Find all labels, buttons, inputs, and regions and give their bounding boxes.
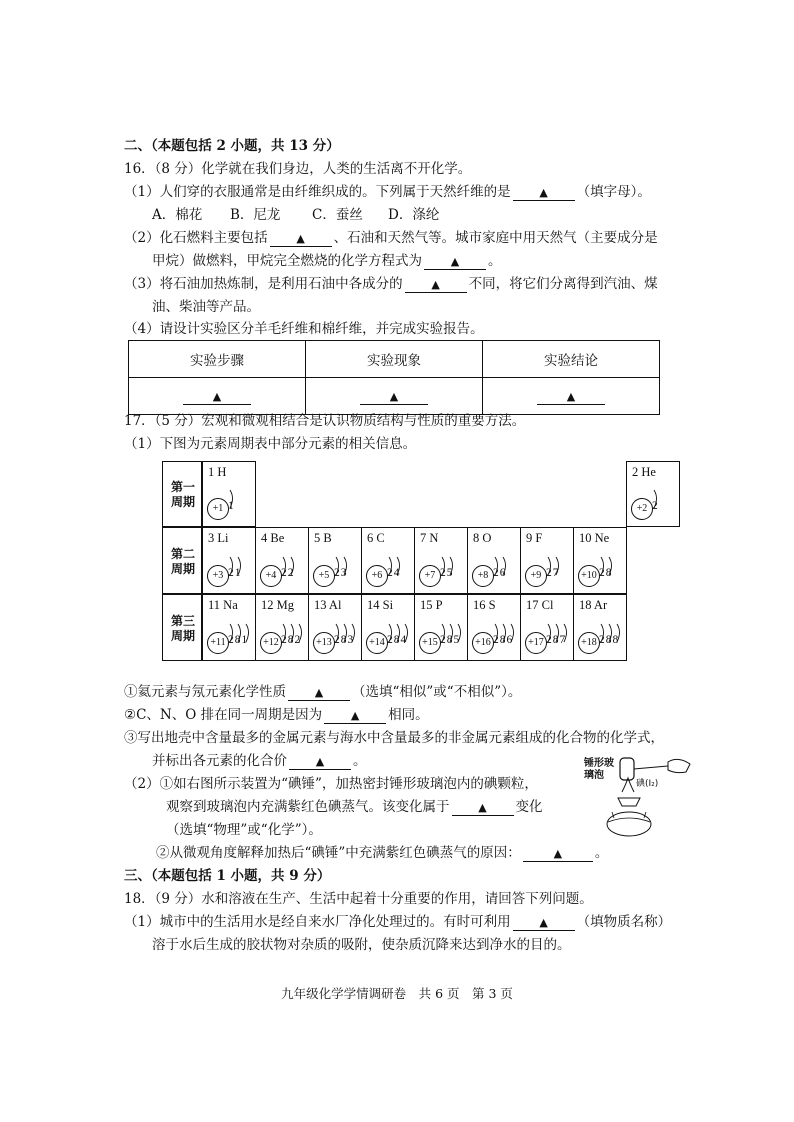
electron-shells: 23 — [334, 567, 348, 579]
element-cell — [361, 594, 415, 661]
electron-shells: 281 — [228, 634, 249, 646]
answer-blank[interactable]: ▲ — [289, 753, 351, 770]
table-header: 实验步骤 — [129, 341, 306, 378]
element-cell — [255, 594, 309, 661]
shell-arc — [609, 557, 612, 575]
shell-arcs — [227, 484, 257, 518]
shell-arc — [654, 490, 657, 508]
answer-blank[interactable]: ▲ — [288, 684, 350, 701]
table-header: 实验现象 — [306, 341, 483, 378]
electron-shells: 1 — [228, 500, 235, 512]
electron-shells: 286 — [493, 634, 514, 646]
shell-arc — [238, 624, 241, 642]
element-cell — [626, 461, 680, 527]
shell-arcs — [598, 618, 628, 652]
q18-part1-line2: 溶于水后生成的胶状物对杂质的吸附，使杂质沉降来达到净水的目的。 — [152, 937, 571, 953]
q16-part1: （1）人们穿的衣服通常是由纤维织成的。下列属于天然纤维的是 ▲ （填字母）。 — [124, 184, 651, 200]
shell-arcs — [545, 551, 575, 585]
shell-arcs — [439, 618, 469, 652]
electron-shells: 25 — [440, 567, 454, 579]
q18-stem: 18．（9 分）水和溶液在生产、生活中起着十分重要的作用，请回答下列问题。 — [124, 891, 593, 907]
element-cell — [202, 594, 256, 661]
shell-arc — [352, 624, 355, 642]
q17-sub3-line2: 并标出各元素的化合价 ▲ 。 — [152, 753, 367, 769]
answer-blank[interactable]: ▲ — [424, 253, 486, 270]
element-cell — [520, 594, 574, 661]
element-symbol: 11 Na — [208, 598, 238, 612]
electron-shells: 283 — [334, 634, 355, 646]
shell-arcs — [227, 618, 257, 652]
element-symbol: 10 Ne — [579, 531, 610, 545]
element-symbol: 13 Al — [314, 598, 342, 612]
answer-blank[interactable]: ▲ — [324, 707, 386, 724]
q17-part2-line4: ②从微观角度解释加热后“碘锤”中充满紫红色碘蒸气的原因： ▲ 。 — [156, 845, 609, 861]
shell-arc — [246, 624, 249, 642]
q17-part1: （1）下图为元素周期表中部分元素的相关信息。 — [124, 436, 417, 452]
q18-part1-line1: （1）城市中的生活用水是经自来水厂净化处理过的。有时可利用 ▲ （填物质名称） — [124, 914, 672, 930]
shell-arc — [291, 557, 294, 575]
q16-part2-line1: （2）化石燃料主要包括 ▲ 、石油和天然气等。城市家庭中用天然气（主要成分是 — [124, 230, 658, 246]
nucleus-circle: +18 — [578, 632, 600, 654]
answer-blank[interactable]: ▲ — [405, 276, 467, 293]
table-header: 实验结论 — [483, 341, 660, 378]
element-symbol: 16 S — [473, 598, 496, 612]
shell-arc — [230, 557, 233, 575]
period-label-cell — [162, 594, 202, 661]
element-cell — [467, 594, 521, 661]
element-symbol: 12 Mg — [261, 598, 294, 612]
table-cell — [483, 378, 660, 415]
shell-arc — [609, 624, 612, 642]
period-label-cell — [162, 527, 202, 594]
element-cell — [573, 594, 627, 661]
electron-shells: 284 — [387, 634, 408, 646]
shell-arc — [564, 624, 567, 642]
electron-shells: 282 — [281, 634, 302, 646]
q17-part2-line2: 观察到玻璃泡内充满紫红色碘蒸气。该变化属于 ▲ 变化 — [166, 799, 543, 815]
element-symbol: 17 Cl — [526, 598, 554, 612]
shell-arc — [230, 490, 233, 508]
periodic-table-figure — [162, 461, 659, 661]
q16-part3-line1: （3）将石油加热炼制，是利用石油中各成分的 ▲ 不同，将它们分离得到汽油、煤 — [124, 276, 658, 292]
element-symbol: 8 O — [473, 531, 492, 545]
element-symbol: 9 F — [526, 531, 543, 545]
shell-arc — [442, 624, 445, 642]
nucleus-circle: +15 — [419, 632, 441, 654]
iodine-hammer-figure — [584, 752, 694, 842]
period-label: 第三 周期 — [170, 613, 195, 643]
element-cell — [361, 527, 415, 594]
q17-sub2: ②C、N、O 排在同一周期是因为 ▲ 相同。 — [124, 707, 429, 723]
period-label-cell — [162, 461, 202, 527]
shell-arc — [299, 624, 302, 642]
shell-arc — [503, 624, 506, 642]
electron-shells: 285 — [440, 634, 461, 646]
answer-blank[interactable]: ▲ — [513, 184, 575, 201]
iodine-hammer-drawing — [584, 752, 694, 842]
table-cell — [129, 378, 306, 415]
nucleus-circle: +17 — [525, 632, 547, 654]
q17-part2-line3: （选填“物理”或“化学”）。 — [166, 822, 322, 838]
answer-blank[interactable]: ▲ — [452, 799, 514, 816]
shell-arc — [495, 557, 498, 575]
nucleus-circle: +16 — [472, 632, 494, 654]
nucleus-circle: +4 — [260, 565, 282, 587]
element-cell — [520, 527, 574, 594]
element-cell — [202, 527, 256, 594]
shell-arcs — [492, 618, 522, 652]
nucleus-circle: +12 — [260, 632, 282, 654]
shell-arc — [548, 624, 551, 642]
shell-arc — [344, 557, 347, 575]
shell-arc — [495, 624, 498, 642]
electron-shells: 287 — [546, 634, 567, 646]
shell-arc — [230, 624, 233, 642]
shell-arc — [291, 624, 294, 642]
shell-arc — [458, 624, 461, 642]
element-cell — [202, 461, 256, 527]
nucleus-circle: +10 — [578, 565, 600, 587]
shell-arcs — [598, 551, 628, 585]
element-symbol: 3 Li — [208, 531, 229, 545]
electron-shells: 288 — [599, 634, 620, 646]
shell-arc — [503, 557, 506, 575]
shell-arc — [389, 624, 392, 642]
nucleus-circle: +3 — [207, 565, 229, 587]
shell-arcs — [333, 551, 363, 585]
shell-arcs — [651, 484, 681, 518]
period-label: 第一 周期 — [170, 480, 195, 509]
element-cell — [414, 594, 468, 661]
nucleus-circle: +5 — [313, 565, 335, 587]
nucleus-circle: +2 — [631, 498, 653, 520]
element-cell — [308, 527, 362, 594]
shell-arcs — [280, 551, 310, 585]
nucleus-circle: +6 — [366, 565, 388, 587]
element-symbol: 6 C — [367, 531, 385, 545]
table-cell — [306, 378, 483, 415]
shell-arc — [450, 557, 453, 575]
section-3-title: 三、（本题包括 1 小题，共 9 分） — [124, 868, 331, 884]
element-cell — [414, 527, 468, 594]
figure-label-bulb: 锤形玻璃泡 — [584, 758, 614, 781]
shell-arc — [548, 557, 551, 575]
shell-arcs — [545, 618, 575, 652]
shell-arc — [283, 624, 286, 642]
shell-arc — [397, 624, 400, 642]
shell-arc — [450, 624, 453, 642]
nucleus-circle: +9 — [525, 565, 547, 587]
figure-label-iodine: 碘(I₂) — [636, 779, 659, 789]
shell-arc — [397, 557, 400, 575]
shell-arc — [511, 624, 514, 642]
answer-blank[interactable]: ▲ — [183, 388, 251, 405]
electron-shells: 28 — [599, 567, 613, 579]
q16-stem: 16．（8 分）化学就在我们身边，人类的生活离不开化学。 — [124, 161, 472, 177]
shell-arcs — [227, 551, 257, 585]
shell-arc — [556, 624, 559, 642]
shell-arcs — [280, 618, 310, 652]
shell-arc — [283, 557, 286, 575]
q16-part2-line2: 甲烷）做燃料，甲烷完全燃烧的化学方程式为 ▲ 。 — [152, 253, 502, 269]
electron-shells: 27 — [546, 567, 560, 579]
electron-shells: 2 — [652, 500, 659, 512]
element-symbol: 5 B — [314, 531, 332, 545]
element-symbol: 14 Si — [367, 598, 394, 612]
page-footer: 九年级化学学情调研卷 共 6 页 第 3 页 — [281, 986, 513, 1001]
shell-arcs — [333, 618, 363, 652]
shell-arc — [601, 557, 604, 575]
shell-arcs — [439, 551, 469, 585]
shell-arc — [238, 557, 241, 575]
shell-arcs — [492, 551, 522, 585]
shell-arcs — [386, 618, 416, 652]
electron-shells: 26 — [493, 567, 507, 579]
element-cell — [255, 527, 309, 594]
element-symbol: 7 N — [420, 531, 439, 545]
section-2-title: 二、（本题包括 2 小题，共 13 分） — [124, 138, 340, 154]
shell-arc — [617, 624, 620, 642]
element-symbol: 4 Be — [261, 531, 285, 545]
nucleus-circle: +13 — [313, 632, 335, 654]
shell-arc — [601, 624, 604, 642]
nucleus-circle: +11 — [207, 632, 229, 654]
q16-options: A．棉花 B．尼龙 C．蚕丝 D．涤纶 — [152, 207, 440, 223]
electron-shells: 24 — [387, 567, 401, 579]
answer-blank[interactable]: ▲ — [360, 388, 428, 405]
answer-blank[interactable]: ▲ — [537, 388, 605, 405]
shell-arc — [344, 624, 347, 642]
nucleus-circle: +8 — [472, 565, 494, 587]
q16-part4: （4）请设计实验区分羊毛纤维和棉纤维，并完成实验报告。 — [124, 321, 484, 337]
element-symbol: 15 P — [420, 598, 443, 612]
period-label: 第二 周期 — [170, 546, 195, 576]
answer-blank[interactable]: ▲ — [270, 230, 332, 247]
shell-arc — [336, 624, 339, 642]
answer-blank[interactable]: ▲ — [513, 914, 575, 931]
answer-blank[interactable]: ▲ — [523, 845, 593, 862]
shell-arcs — [386, 551, 416, 585]
element-symbol: 1 H — [208, 465, 227, 479]
q17-stem: 17．（5 分）宏观和微观相结合是认识物质结构与性质的重要方法。 — [124, 413, 526, 429]
nucleus-circle: +14 — [366, 632, 388, 654]
electron-shells: 22 — [281, 567, 295, 579]
shell-arc — [336, 557, 339, 575]
q17-part2-line1: （2）①如右图所示装置为“碘锤”，加热密封锤形玻璃泡内的碘颗粒， — [124, 776, 538, 792]
shell-arc — [405, 624, 408, 642]
shell-arc — [556, 557, 559, 575]
element-symbol: 2 He — [632, 465, 656, 479]
shell-arc — [442, 557, 445, 575]
q17-sub1: ①氦元素与氖元素化学性质 ▲ （选填“相似”或“不相似”）。 — [124, 684, 522, 700]
electron-shells: 21 — [228, 567, 242, 579]
q17-sub3-line1: ③写出地壳中含量最多的金属元素与海水中含量最多的非金属元素组成的化合物的化学式， — [124, 730, 664, 746]
experiment-report-table — [128, 340, 660, 415]
shell-arc — [389, 557, 392, 575]
element-cell — [573, 527, 627, 594]
element-cell — [467, 527, 521, 594]
element-symbol: 18 Ar — [579, 598, 608, 612]
element-cell — [308, 594, 362, 661]
nucleus-circle: +1 — [207, 498, 229, 520]
q16-part3-line2: 油、柴油等产品。 — [152, 299, 260, 315]
nucleus-circle: +7 — [419, 565, 441, 587]
